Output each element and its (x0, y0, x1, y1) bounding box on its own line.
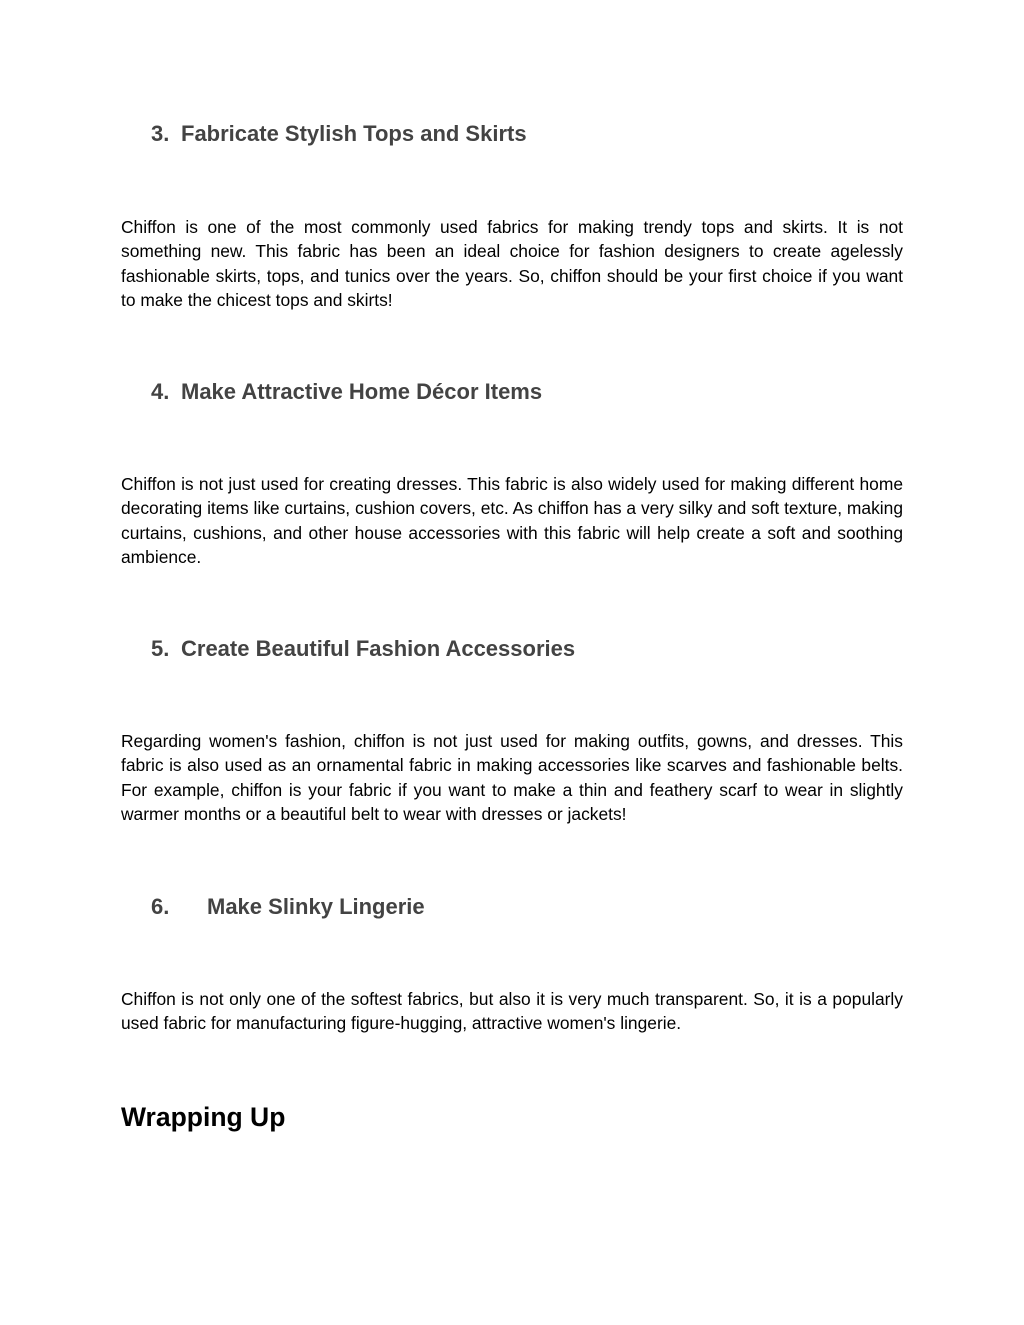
section-title: Create Beautiful Fashion Accessories (181, 636, 576, 661)
section-paragraph: Chiffon is one of the most commonly used fabrics for making trendy tops and skirts. It is not something new. This fabric has been an ideal choice for fashion designers to create agelessly fashionable skirts, tops, and tunics over the years. So, chiffon should be your first choice if you want to make the chicest tops and skirts! (121, 217, 903, 310)
section-number: 5. (151, 636, 170, 661)
section-paragraph: Chiffon is not only one of the softest fabrics, but also it is very much transparent. So, it is a popularly used fabric for manufacturing figure-hugging, attractive women's lingerie. (121, 989, 903, 1034)
section-heading (151, 379, 542, 405)
section-heading (151, 636, 575, 662)
wrapping-up-heading: Wrapping Up (121, 1102, 286, 1132)
section-number: 6. (151, 894, 170, 919)
section-title: Make Attractive Home Décor Items (181, 379, 543, 404)
section-title: Make Slinky Lingerie (207, 894, 425, 919)
section-paragraph: Chiffon is not just used for creating dresses. This fabric is also widely used for making different home decorating items like curtains, cushion covers, etc. As chiffon has a very silky and soft texture, making curtains, cushions, and other house accessories with this fabric will help create a soft and soothing ambience. (121, 474, 903, 567)
section-number: 3. (151, 121, 170, 146)
section-number: 4. (151, 379, 170, 404)
section-paragraph: Regarding women's fashion, chiffon is not just used for making outfits, gowns, and dresses. This fabric is also used as an ornamental fabric in making accessories like scarves and fashionable belts. For example, chiffon is your fabric if you want to make a thin and feathery scarf to wear in slightly warmer months or a beautiful belt to wear with dresses or jackets! (121, 731, 903, 824)
section-title: Fabricate Stylish Tops and Skirts (181, 121, 527, 146)
section-heading (151, 894, 425, 920)
section-heading (151, 121, 527, 147)
